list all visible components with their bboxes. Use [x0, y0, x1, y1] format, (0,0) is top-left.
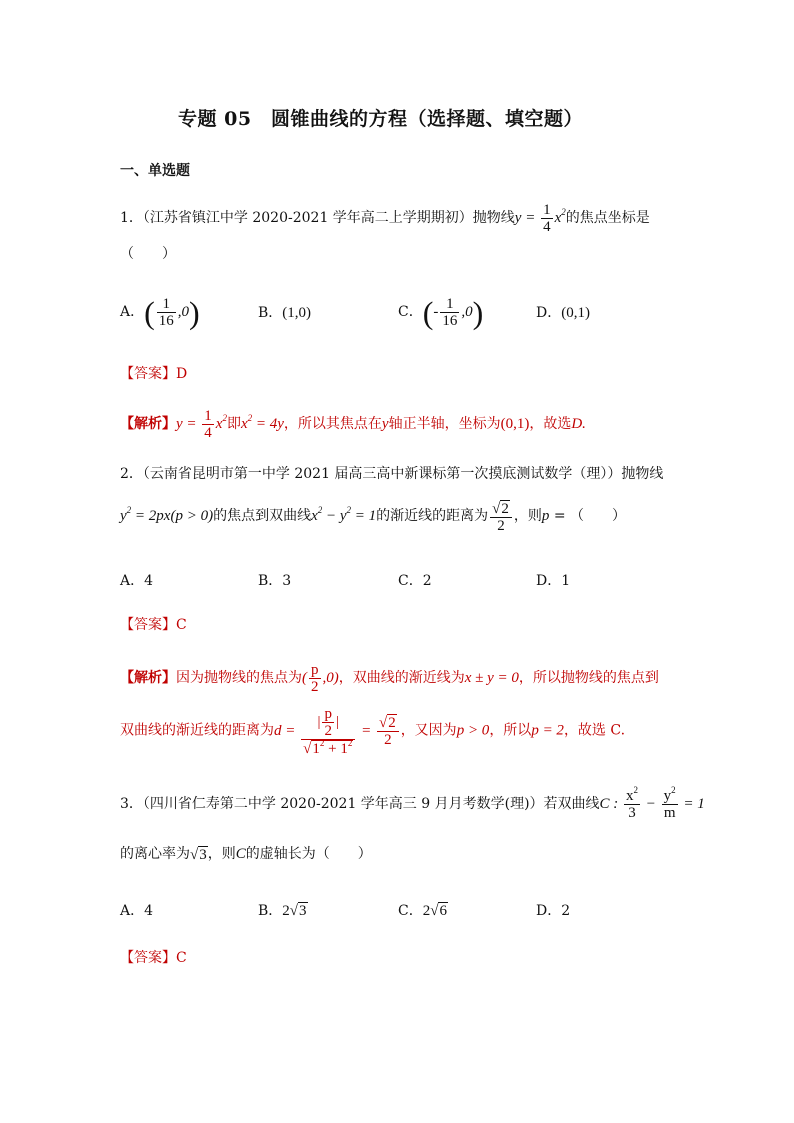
question-1-paren: （ ）: [120, 246, 176, 262]
q1-option-d: D．(0,1): [536, 305, 590, 321]
q2-analysis-line1: 【解析】因为抛物线的焦点为( $\frac{p}{2}$ ,0)，双曲线的渐近线为x ± y = 0，所以抛物线的焦点到: [120, 662, 659, 695]
q1-option-b: B．(1,0): [258, 305, 312, 321]
page-title: 专题 05 圆锥曲线的方程（选择题、填空题）: [178, 108, 584, 130]
section-heading: 一、单选题: [120, 163, 190, 179]
q2-option-c: C．2: [398, 573, 432, 589]
q3-option-c: C．2√6: [398, 903, 447, 920]
q3-option-b: B．2√3: [258, 903, 307, 920]
q2-option-d: D．1: [536, 573, 571, 589]
q1-equation: y = $\frac{1}{4}$ $x^2$: [514, 202, 566, 235]
question-1-stem: [120, 202, 650, 235]
q3-option-a: A．4: [120, 903, 154, 919]
q2-option-b: B．3: [258, 573, 292, 589]
question-2-stem: 2．（云南省昆明市第一中学 2021 届高三高中新课标第一次摸底测试数学（理））抛物线: [120, 466, 664, 482]
question-1-source: 1．（江苏省镇江中学 2020-2021 学年高二上学期期初）抛物线: [120, 209, 515, 226]
question-2-line2: $y^2 = 2px(p > 0)$的焦点到双曲线$x^2 - y^2 = 1$的渐近线的距离为 $\frac{√2}{2}$ ，则p = （ ）: [120, 500, 627, 534]
q1-answer: 【答案】D: [120, 366, 188, 382]
question-3-line2: 的离心率为√3，则C的虚轴长为（ ）: [120, 846, 372, 863]
q1-option-c: C．(- $\frac{1}{16}$ ,0): [398, 294, 484, 331]
q2-option-a: A．4: [120, 573, 154, 589]
q3-option-d: D．2: [536, 903, 571, 919]
q3-answer: 【答案】C: [120, 950, 187, 966]
q2-answer: 【答案】C: [120, 617, 187, 633]
q1-analysis: 【解析】y = $\frac{1}{4}$ $x^2$即$x^2 = 4y$，所以其焦点在y轴正半轴，坐标为(0,1)，故选D.: [120, 408, 586, 441]
question-3-stem: 3．（四川省仁寿第二中学 2020-2021 学年高三 9 月月考数学(理)）若双曲线C : $\frac{x^2}{3}$ − $\frac{y^2}{m}$ = 1: [120, 785, 705, 821]
q1-option-a: A．( $\frac{1}{16}$ ,0): [120, 294, 200, 331]
question-1-tail: 的焦点坐标是: [565, 209, 650, 226]
q2-analysis-line2: 双曲线的渐近线的距离为d = | $\frac{p}{2}$ | $√1^2 + 1^2$ = $\frac{√2}{2}$ ，又因为p > 0，所以p = 2，故选 C.: [120, 706, 626, 757]
